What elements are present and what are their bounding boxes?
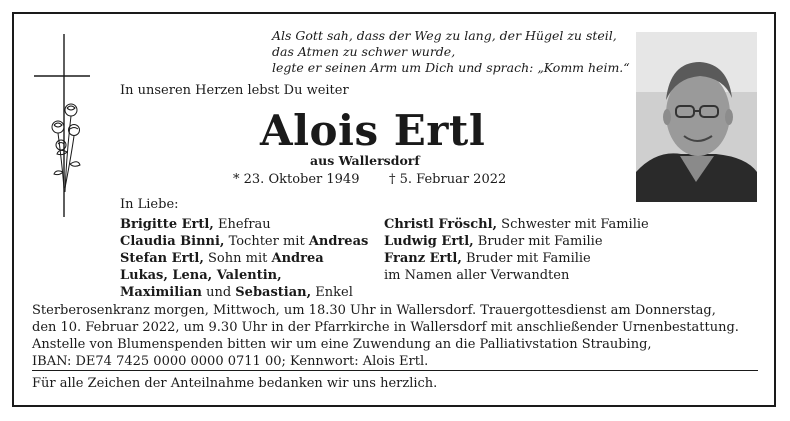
mourner-line (384, 250, 649, 267)
portrait-illustration (636, 32, 757, 202)
mourner-relation: Enkel (311, 285, 353, 300)
mourner-name: Claudia Binni, (120, 234, 225, 249)
obituary-notice (12, 12, 776, 407)
funeral-notice (32, 302, 739, 370)
mourner-name: Stefan Ertl, (120, 251, 204, 266)
mourner-name: Andrea (271, 251, 324, 266)
mourner-line (120, 267, 368, 284)
mourner-line (120, 233, 368, 250)
divider (32, 370, 758, 371)
death-date: † 5. Februar 2022 (389, 172, 507, 187)
birth-date: * 23. Oktober 1949 (233, 172, 360, 187)
mourner-relation: Bruder mit Familie (461, 251, 591, 266)
notice-line: IBAN: DE74 7425 0000 0000 0711 00; Kennwort: Alois Ertl. (32, 354, 429, 369)
mourner-relation: Ehefrau (213, 217, 271, 232)
notice-line: den 10. Februar 2022, um 9.30 Uhr in der Pfarrkirche in Wallersdorf mit anschließender Urnenbestattung. (32, 320, 739, 335)
poem (272, 28, 630, 76)
mourner-name: Ludwig Ertl, (384, 234, 474, 249)
intro-text: In unseren Herzen lebst Du weiter (120, 83, 349, 98)
mourner-relation: Bruder mit Familie (473, 234, 603, 249)
mourner-relation: Tochter mit (224, 234, 309, 249)
poem-line: Als Gott sah, dass der Weg zu lang, der Hügel zu steil, (272, 28, 617, 43)
poem-line: das Atmen zu schwer wurde, (272, 44, 456, 59)
mourner-line (384, 233, 649, 250)
mourner-name: Christl Fröschl, (384, 217, 498, 232)
mourners-heading: In Liebe: (120, 197, 179, 212)
mourner-line (120, 216, 368, 233)
mourner-name: Maximilian (120, 285, 202, 300)
mourner-line (120, 250, 368, 267)
mourners-right-column (384, 216, 649, 284)
mourner-line (120, 284, 368, 301)
deceased-name: Alois Ertl (260, 106, 486, 155)
mourner-relation: im Namen aller Verwandten (384, 268, 570, 283)
mourner-name: Lukas, Lena, Valentin, (120, 268, 282, 283)
notice-line: Anstelle von Blumenspenden bitten wir um eine Zuwendung an die Palliativstation Straubing, (32, 337, 652, 352)
portrait-photo (636, 32, 757, 202)
mourner-relation: Schwester mit Familie (497, 217, 649, 232)
mourner-name: Franz Ertl, (384, 251, 462, 266)
mourner-name: Sebastian, (235, 285, 312, 300)
deceased-origin: aus Wallersdorf (310, 153, 420, 168)
cross-with-roses-icon (34, 32, 94, 217)
mourner-line (384, 216, 649, 233)
notice-line: Sterberosenkranz morgen, Mittwoch, um 18.30 Uhr in Wallersdorf. Trauergottesdienst am Donnerstag, (32, 303, 716, 318)
mourner-relation: Sohn mit (203, 251, 272, 266)
mourner-line (384, 267, 649, 284)
mourner-relation: und (201, 285, 236, 300)
poem-line: legte er seinen Arm um Dich und sprach: „Komm heim.“ (272, 60, 630, 75)
mourner-name: Brigitte Ertl, (120, 217, 214, 232)
mourners-left-column (120, 216, 368, 301)
thanks-text: Für alle Zeichen der Anteilnahme bedanken wir uns herzlich. (32, 376, 438, 391)
mourner-name: Andreas (308, 234, 369, 249)
